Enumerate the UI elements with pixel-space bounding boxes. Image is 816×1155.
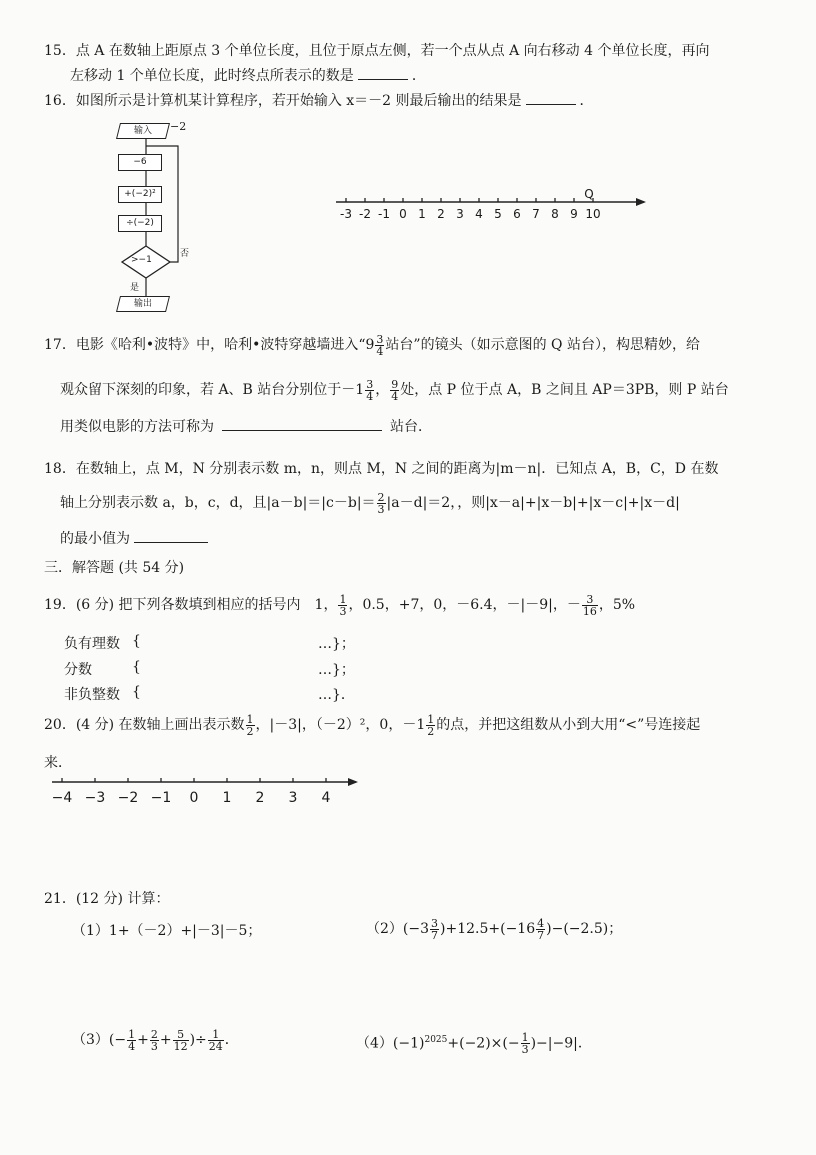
point-q-label: Q	[584, 187, 594, 201]
q18-line2	[60, 488, 680, 518]
tick-label: 9	[570, 207, 578, 221]
frac-num: 9	[391, 377, 399, 391]
category-label: 非负整数	[64, 687, 120, 703]
q20-frac-1-2	[246, 714, 255, 737]
frac-den: 3	[150, 1039, 158, 1053]
q19-b: ，0.5，+7，0，－6.4，－|－9|，－	[348, 597, 581, 613]
tick-label: 5	[494, 207, 502, 221]
tick-label: 8	[551, 207, 559, 221]
flow-step2-box: +(−2)²	[118, 186, 162, 203]
p4-frac	[521, 1032, 530, 1055]
frac-num: 2	[150, 1027, 158, 1041]
frac-num: 1	[208, 1029, 224, 1041]
q17-line1	[44, 330, 700, 360]
q21-part1: （1）1+（－2）+|－3|－5；	[72, 923, 262, 939]
q17-frac-b	[390, 379, 399, 402]
q16-answer-blank[interactable]	[526, 90, 576, 105]
tick-label: 1	[222, 790, 232, 806]
q18-l3: 的最小值为	[60, 531, 130, 547]
q15-end: ．	[411, 68, 426, 84]
frac-num: 3	[366, 377, 374, 391]
tick-label: −4	[51, 790, 73, 806]
q15-line2-text: 左移动 1 个单位长度，此时终点所表示的数是	[70, 68, 354, 84]
p2-frac2	[536, 918, 545, 941]
tick-label: 3	[456, 207, 464, 221]
q17-l2sep: ，	[375, 382, 390, 398]
section-3-heading: 三．解答题 (共 54 分)	[44, 560, 185, 576]
q16-flowchart	[100, 118, 220, 318]
frac-num: 1	[246, 712, 254, 726]
q16-text: 16．如图所示是计算机某计算程序，若开始输入 x＝－2 则最后输出的结果是	[44, 93, 522, 109]
p2c: )−(−2.5)；	[546, 921, 623, 937]
q17-l1a: 17．电影《哈利•波特》中，哈利•波特穿越墙进入“9	[44, 337, 375, 353]
q20-number-line[interactable]	[40, 770, 360, 815]
frac-den: 2	[427, 724, 435, 738]
q18-l2a: 轴上分别表示数 a，b，c，d，且|a－b|＝|c－b|＝	[60, 495, 376, 511]
tick-label: 3	[288, 790, 298, 806]
p2a: （2）(−3	[366, 921, 430, 937]
p3c: +	[159, 1032, 172, 1048]
q18-answer-blank[interactable]	[134, 528, 208, 543]
frac-den: 4	[376, 344, 384, 358]
frac-num: 3	[582, 594, 598, 606]
frac-num: 1	[427, 712, 435, 726]
flow-step1-box: −6	[118, 154, 162, 171]
flow-input-box	[116, 123, 170, 139]
flow-step3-box: ÷(−2)	[118, 215, 162, 232]
q17-l3b: 站台．	[390, 419, 432, 435]
category-label: 分数	[64, 662, 92, 678]
frac-den: 7	[537, 928, 545, 942]
q20-a: 20．(4 分) 在数轴上画出表示数	[44, 717, 245, 733]
tick-label: 2	[255, 790, 265, 806]
frac-num: 3	[431, 916, 439, 930]
p4c: )−|−9|．	[530, 1035, 592, 1052]
q18-line3	[60, 528, 208, 548]
frac-den: 3	[377, 502, 385, 516]
tick-label: -3	[340, 207, 352, 221]
p3e: ．	[224, 1032, 239, 1048]
q17-frac-3-4	[375, 334, 384, 357]
tick-label: -2	[359, 207, 371, 221]
q19-frac-1-3	[338, 594, 347, 617]
tick-label: −1	[150, 790, 172, 806]
flow-no-label: 否	[180, 249, 190, 259]
q18-frac-2-3	[377, 492, 386, 515]
number-line-arrow	[348, 778, 358, 786]
p3-frac1	[127, 1029, 136, 1052]
q20-line2: 来．	[44, 755, 72, 771]
category-open-brace: {	[132, 633, 141, 649]
q17-line2	[60, 375, 729, 405]
frac-num: 2	[377, 490, 385, 504]
q17-line3	[60, 416, 432, 436]
flow-input-label: 输入	[133, 126, 152, 136]
frac-den: 12	[173, 1039, 188, 1053]
p3-frac4	[208, 1029, 224, 1052]
q18-line1: 18．在数轴上，点 M，N 分别表示数 m，n，则点 M，N 之间的距离为|m－n|．已知点 A，B，C，D 在数	[44, 461, 719, 477]
q21-part2	[366, 914, 622, 944]
q15-answer-blank[interactable]	[358, 65, 408, 80]
frac-den: 16	[582, 604, 597, 618]
q17-l3a: 用类似电影的方法可称为	[60, 419, 214, 435]
p3-frac3	[173, 1029, 189, 1052]
tick-label: -1	[378, 207, 390, 221]
q19-stem	[44, 590, 635, 620]
tick-label: 10	[585, 207, 601, 221]
frac-num: 1	[339, 592, 347, 606]
p3b: +	[137, 1032, 149, 1048]
frac-num: 5	[173, 1029, 189, 1041]
tick-label: −2	[117, 790, 139, 806]
q21-title: 21．(12 分) 计算：	[44, 891, 170, 907]
frac-num: 1	[521, 1031, 529, 1045]
q19-c: ，5%	[598, 597, 636, 613]
q16-number-line	[328, 180, 648, 225]
frac-num: 4	[537, 916, 545, 930]
q16-stem	[44, 90, 594, 110]
frac-den: 7	[431, 928, 439, 942]
flow-condition-label: >−1	[131, 255, 152, 265]
tick-label: 0	[399, 207, 407, 221]
frac-num: 3	[376, 332, 384, 346]
category-close-brace: …}；	[318, 662, 355, 678]
q16-end: ．	[579, 93, 594, 109]
p4a: （4）(−1)	[356, 1035, 425, 1052]
flow-handwritten-note: −2	[170, 120, 187, 133]
frac-den: 3	[339, 604, 347, 618]
q18-l2b: |a－d|＝2，，则|x－a|+|x－b|+|x－c|+|x－d|	[386, 495, 680, 511]
flow-output-label: 输出	[133, 299, 152, 309]
p3-frac2	[150, 1029, 159, 1052]
p2b: )+12.5+(−16	[440, 921, 536, 937]
category-open-brace: {	[132, 659, 141, 675]
q17-l1b: 站台”的镜头（如示意图的 Q 站台），构思精妙，给	[385, 337, 700, 353]
flow-yes-label: 是	[130, 283, 140, 293]
q17-answer-blank[interactable]	[222, 416, 382, 431]
q17-l2a: 观众留下深刻的印象，若 A、B 站台分别位于－1	[60, 382, 365, 398]
frac-den: 2	[246, 724, 254, 738]
tick-label: 2	[437, 207, 445, 221]
p3a: （3）(−	[72, 1032, 127, 1048]
category-open-brace: {	[132, 684, 141, 700]
q20-frac-mixed	[426, 714, 435, 737]
category-answer-area[interactable]	[148, 631, 314, 649]
q19-a: 19．(6 分) 把下列各数填到相应的括号内 1，	[44, 597, 338, 613]
category-answer-area[interactable]	[148, 682, 314, 700]
tick-label: 7	[532, 207, 540, 221]
p4b: +(−2)×(−	[447, 1035, 520, 1052]
category-answer-area[interactable]	[148, 657, 314, 675]
frac-den: 4	[366, 389, 374, 403]
category-label: 负有理数	[64, 636, 120, 652]
q15-line2	[70, 65, 426, 85]
q19-frac-3-16	[582, 594, 598, 617]
q21-part3	[72, 1025, 239, 1055]
q20-b: ，|－3|，（－2）²，0，－1	[255, 717, 426, 733]
number-line-arrow	[636, 198, 646, 206]
frac-den: 4	[128, 1039, 136, 1053]
frac-den: 3	[521, 1043, 529, 1057]
q17-frac-a	[365, 379, 374, 402]
tick-label: 1	[418, 207, 426, 221]
p2-frac1	[430, 918, 439, 941]
tick-label: −3	[84, 790, 106, 806]
category-close-brace: …}；	[318, 636, 355, 652]
frac-den: 24	[208, 1039, 223, 1053]
tick-label: 6	[513, 207, 521, 221]
tick-label: 4	[321, 790, 331, 806]
q20-stem	[44, 710, 700, 740]
p4-exponent: 2025	[424, 1035, 448, 1045]
q15-line1: 15．点 A 在数轴上距原点 3 个单位长度，且位于原点左侧，若一个点从点 A 向右移动 4 个单位长度，再向	[44, 43, 710, 59]
frac-den: 4	[391, 389, 399, 403]
category-close-brace: …}．	[318, 687, 355, 703]
frac-num: 1	[128, 1027, 136, 1041]
p3d: )÷	[189, 1032, 207, 1048]
tick-label: 0	[189, 790, 199, 806]
tick-label: 4	[475, 207, 483, 221]
flow-output-box	[116, 296, 170, 312]
q17-l2b: 处，点 P 位于点 A，B 之间且 AP＝3PB，则 P 站台	[400, 382, 729, 398]
q20-c: 的点，并把这组数从小到大用“<”号连接起	[436, 717, 701, 733]
q21-part4	[356, 1025, 592, 1059]
